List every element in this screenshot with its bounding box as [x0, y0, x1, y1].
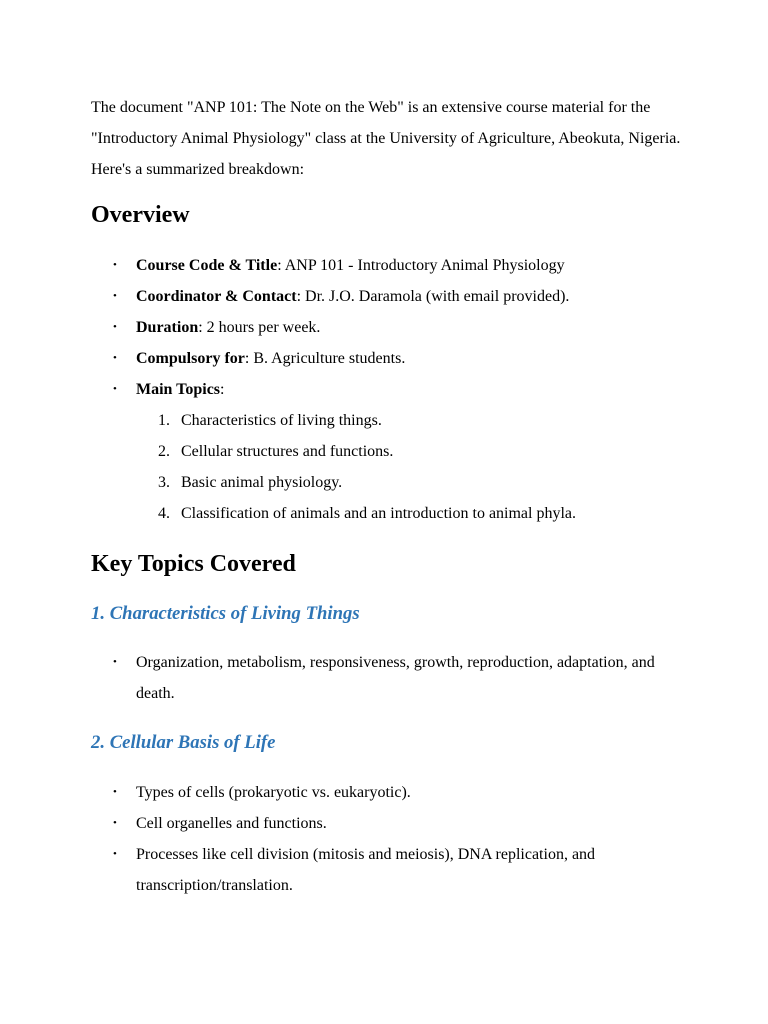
bullet-icon: •	[113, 656, 117, 668]
list-item	[91, 777, 691, 808]
bullet-icon: •	[113, 259, 117, 271]
item-label: Course Code & Title	[136, 257, 278, 274]
item-text: Cell organelles and functions.	[136, 815, 327, 832]
overview-heading: Overview	[91, 202, 190, 228]
item-text: Organization, metabolism, responsiveness, growth, reproduction, adaptation, and death.	[136, 654, 655, 702]
list-item	[91, 839, 691, 901]
numbered-item	[136, 498, 691, 529]
numbered-item	[136, 436, 691, 467]
bullet-icon: •	[113, 848, 117, 860]
item-text: Classification of animals and an introduction to animal phyla.	[181, 505, 577, 522]
bullet-icon: •	[113, 352, 117, 364]
item-value: : ANP 101 - Introductory Animal Physiology	[277, 257, 565, 274]
overview-list	[91, 250, 691, 529]
list-item	[91, 312, 691, 343]
item-label: Main Topics	[136, 381, 221, 398]
item-label: Duration	[136, 319, 199, 336]
item-text: Characteristics of living things.	[181, 412, 382, 429]
list-item	[91, 647, 691, 709]
item-label: Coordinator & Contact	[136, 288, 297, 305]
item-label: Compulsory for	[136, 350, 245, 367]
numbered-item	[136, 467, 691, 498]
item-number: 3.	[158, 474, 170, 491]
item-text: Processes like cell division (mitosis and meiosis), DNA replication, and transcription/translation.	[136, 846, 596, 894]
item-number: 2.	[158, 443, 170, 460]
numbered-item	[136, 405, 691, 436]
list-item	[91, 343, 691, 374]
bullet-icon: •	[113, 321, 117, 333]
main-topics-list	[136, 405, 691, 529]
list-item	[91, 281, 691, 312]
list-item	[91, 808, 691, 839]
item-number: 4.	[158, 505, 170, 522]
list-item	[91, 374, 691, 529]
list-item	[91, 250, 691, 281]
item-value: : Dr. J.O. Daramola (with email provided).	[296, 288, 570, 305]
section-title: 1. Characteristics of Living Things	[91, 603, 360, 624]
item-value: :	[220, 381, 225, 398]
bullet-icon: •	[113, 383, 117, 395]
bullet-icon: •	[113, 290, 117, 302]
key-topics-heading: Key Topics Covered	[91, 551, 296, 577]
section-list	[91, 777, 691, 901]
item-text: Types of cells (prokaryotic vs. eukaryotic).	[136, 784, 411, 801]
item-value: : B. Agriculture students.	[244, 350, 406, 367]
intro-paragraph: The document "ANP 101: The Note on the Web" is an extensive course material for the "Introductory Animal Physiology" class at the University of Agriculture, Abeokuta, Nigeria. Here's a summarized breakdown:	[91, 99, 681, 178]
item-number: 1.	[158, 412, 170, 429]
bullet-icon: •	[113, 817, 117, 829]
section-list	[91, 647, 691, 709]
bullet-icon: •	[113, 786, 117, 798]
item-value: : 2 hours per week.	[198, 319, 321, 336]
item-text: Cellular structures and functions.	[181, 443, 394, 460]
item-text: Basic animal physiology.	[181, 474, 343, 491]
section-title: 2. Cellular Basis of Life	[91, 732, 276, 753]
